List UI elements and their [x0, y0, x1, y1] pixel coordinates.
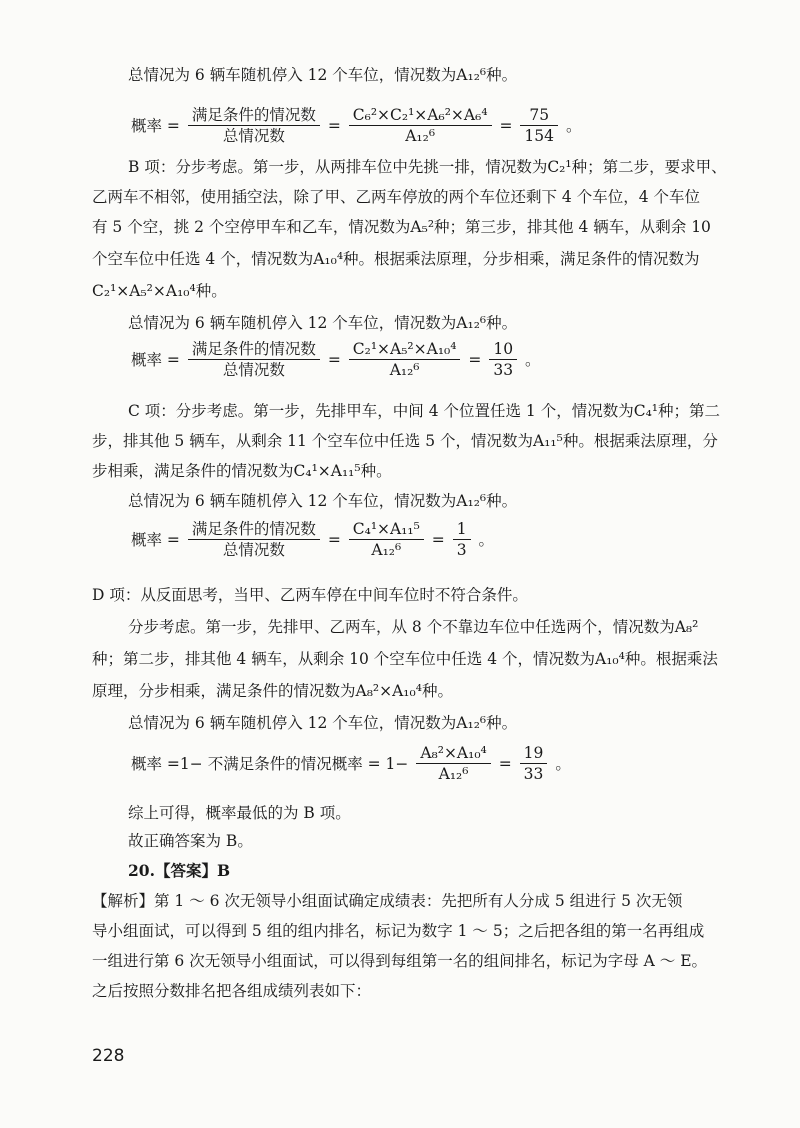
formula-probability-b: 概率 = $\frac{\text{满足条件的情况数}}{\text{总情况数}}$ = $\frac{\text{C₂¹×A₅²×A₁₀⁴}}{\text{A₁₂⁶}}$ = $\frac{10}{33}$ 。 [131, 340, 541, 379]
formula-result: $\frac{75}{154}$ [520, 106, 558, 146]
page-number: 228 [92, 1046, 125, 1066]
text-line: 总情况为 6 辆车随机停入 12 个车位，情况数为A₁₂⁶种。 [128, 714, 518, 732]
text-line: B 项：分步考虑。第一步，从两排车位中先挑一排，情况数为C₂¹种；第二步，要求甲、 [128, 158, 727, 176]
text-line: 原理，分步相乘，满足条件的情况数为A₈²×A₁₀⁴种。 [92, 682, 453, 700]
text-line: 总情况为 6 辆车随机停入 12 个车位，情况数为A₁₂⁶种。 [128, 314, 518, 332]
text-line: 一组进行第 6 次无领导小组面试，可以得到每组第一名的组间排名，标记为字母 A ～ E。 [92, 952, 708, 970]
text-line: 故正确答案为 B。 [128, 832, 253, 850]
text-line: 总情况为 6 辆车随机停入 12 个车位，情况数为A₁₂⁶种。 [128, 492, 518, 510]
formula-fraction: $\frac{\text{C₆²×C₂¹×A₆²×A₆⁴}}{\text{A₁₂⁶}}$ [349, 106, 492, 146]
formula-probability-c: 概率 = $\frac{\text{满足条件的情况数}}{\text{总情况数}}$ = $\frac{\text{C₄¹×A₁₁⁵}}{\text{A₁₂⁶}}$ = $\frac{1}{3}$ 。 [131, 520, 495, 559]
text-line: 个空车位中任选 4 个，情况数为A₁₀⁴种。根据乘法原理，分步相乘，满足条件的情况数为 [92, 250, 700, 268]
text-line: C₂¹×A₅²×A₁₀⁴种。 [92, 282, 227, 300]
formula-lhs: 概率 = [131, 117, 180, 135]
text-line: C 项：分步考虑。第一步，先排甲车，中间 4 个位置任选 1 个，情况数为C₄¹种；第二 [128, 402, 721, 420]
text-line: 步相乘，满足条件的情况数为C₄¹×A₁₁⁵种。 [92, 462, 392, 480]
text-line: 总情况为 6 辆车随机停入 12 个车位，情况数为A₁₂⁶种。 [128, 66, 518, 84]
text-line: 导小组面试，可以得到 5 组的组内排名，标记为数字 1 ～ 5；之后把各组的第一名再组成 [92, 922, 705, 940]
text-line: 综上可得，概率最低的为 B 项。 [128, 804, 351, 822]
text-line: 分步考虑。第一步，先排甲、乙两车，从 8 个不靠边车位中任选两个，情况数为A₈² [128, 618, 699, 636]
formula-probability-d: 概率 =1− 不满足条件的情况概率 = 1− $\frac{\text{A₈²×A₁₀⁴}}{\text{A₁₂⁶}}$ = $\frac{19}{33}$ 。 [131, 744, 571, 783]
text-line: 之后按照分数排名把各组成绩列表如下： [92, 982, 372, 1000]
formula-probability-a: 概率 = $\frac{\text{满足条件的情况数}}{\text{总情况数}}$ = $\frac{\text{C₆²×C₂¹×A₆²×A₆⁴}}{\text{A₁₂⁶}}$ = $\frac{75}{154}$ 。 [131, 106, 582, 145]
text-line: 种；第二步，排其他 4 辆车，从剩余 10 个空车位中任选 4 个，情况数为A₁₀⁴种。根据乘法 [92, 650, 718, 668]
text-line: D 项：从反面思考，当甲、乙两车停在中间车位时不符合条件。 [92, 586, 528, 604]
text-line: 乙两车不相邻，使用插空法，除了甲、乙两车停放的两个车位还剩下 4 个车位，4 个车位 [92, 188, 701, 206]
answer-heading: 20.【答案】B [128, 861, 231, 880]
text-line: 有 5 个空，挑 2 个空停甲车和乙车，情况数为A₅²种；第三步，排其他 4 辆车，从剩余 10 [92, 218, 711, 236]
formula-fraction: $\frac{\text{满足条件的情况数}}{\text{总情况数}}$ [188, 106, 320, 146]
text-line: 【解析】第 1 ～ 6 次无领导小组面试确定成绩表：先把所有人分成 5 组进行 5 次无领 [92, 892, 683, 910]
text-line: 步，排其他 5 辆车，从剩余 11 个空车位中任选 5 个，情况数为A₁₁⁵种。根据乘法原理，分 [92, 432, 718, 450]
